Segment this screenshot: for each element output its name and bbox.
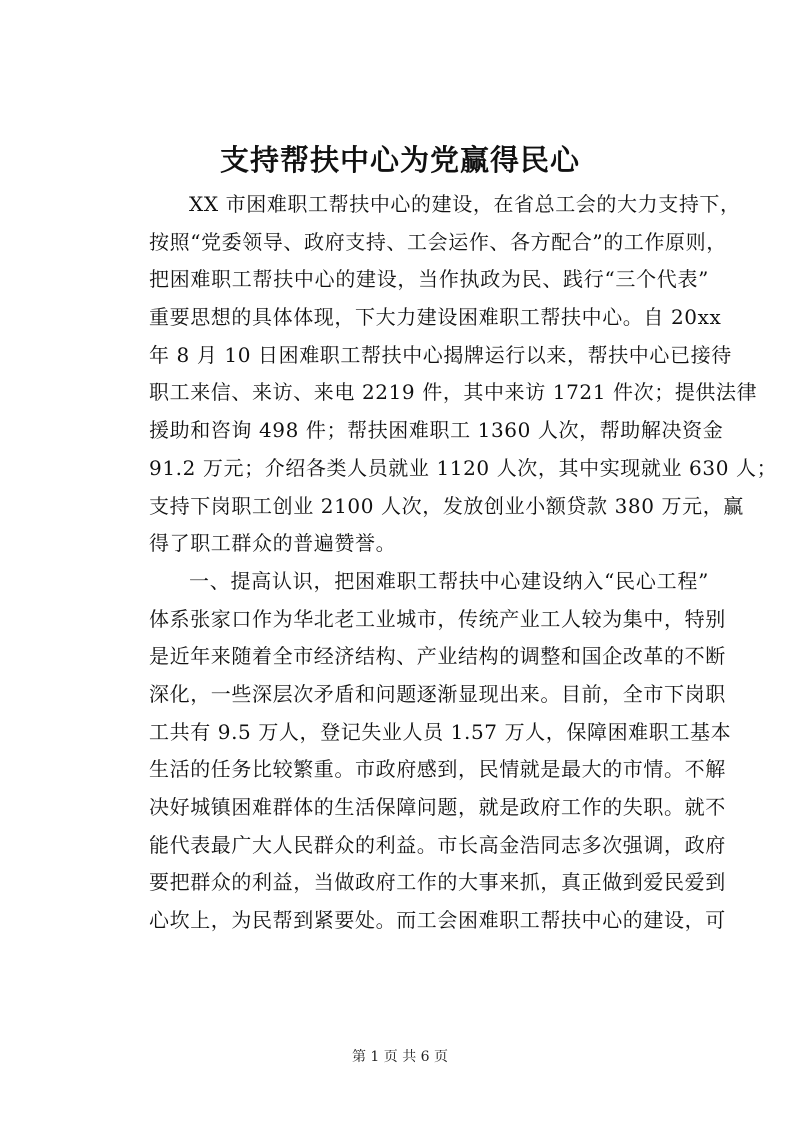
text-line: 得了职工群众的普遍赞誉。	[149, 531, 397, 556]
paragraph-section-one	[109, 563, 732, 940]
text-line: 生活的任务比较繁重。市政府感到，民情就是最大的市情。不解	[149, 757, 726, 782]
text-line: 91.2 万元；介绍各类人员就业 1120 人次，其中实现就业 630 人；	[149, 455, 778, 480]
text-line: 按照“党委领导、政府支持、工会运作、各方配合”的工作原则，	[149, 229, 727, 254]
text-line: 决好城镇困难群体的生活保障问题，就是政府工作的失职。就不	[149, 795, 726, 819]
text-line: 要把群众的利益，当做政府工作的大事来抓，真正做到爱民爱到	[149, 870, 726, 895]
paragraph-intro	[109, 186, 778, 563]
text-line: 心坎上，为民帮到紧要处。而工会困难职工帮扶中心的建设，可	[149, 908, 726, 933]
text-line: XX 市困难职工帮扶中心的建设，在省总工会的大力支持下，	[189, 192, 741, 216]
text-line: 深化，一些深层次矛盾和问题逐渐显现出来。目前，全市下岗职	[149, 681, 726, 706]
page-number-footer: 第 1 页 共 6 页	[351, 1049, 449, 1065]
text-line: 年 8 月 10 日困难职工帮扶中心揭牌运行以来，帮扶中心已接待	[149, 342, 732, 367]
text-line: 重要思想的具体体现，下大力建设困难职工帮扶中心。自 20xx	[149, 305, 722, 330]
text-line: 能代表最广大人民群众的利益。市长高金浩同志多次强调，政府	[149, 832, 726, 857]
document-title: 支持帮扶中心为党赢得民心	[219, 143, 580, 177]
text-line: 是近年来随着全市经济结构、产业结构的调整和国企改革的不断	[149, 644, 726, 669]
text-line: 把困难职工帮扶中心的建设，当作执政为民、践行“三个代表”	[149, 267, 709, 292]
text-line: 援助和咨询 498 件；帮扶困难职工 1360 人次，帮助解决资金	[149, 418, 724, 443]
text-line: 职工来信、来访、来电 2219 件，其中来访 1721 件次；提供法律	[149, 380, 758, 405]
text-line: 支持下岗职工创业 2100 人次，发放创业小额贷款 380 万元，赢	[149, 493, 744, 518]
text-line: 一、提高认识，把困难职工帮扶中心建设纳入“民心工程”	[189, 568, 709, 593]
text-line: 工共有 9.5 万人，登记失业人员 1.57 万人，保障困难职工基本	[149, 719, 732, 744]
text-line: 体系张家口作为华北老工业城市，传统产业工人较为集中，特别	[149, 606, 726, 631]
document-body	[109, 186, 778, 940]
